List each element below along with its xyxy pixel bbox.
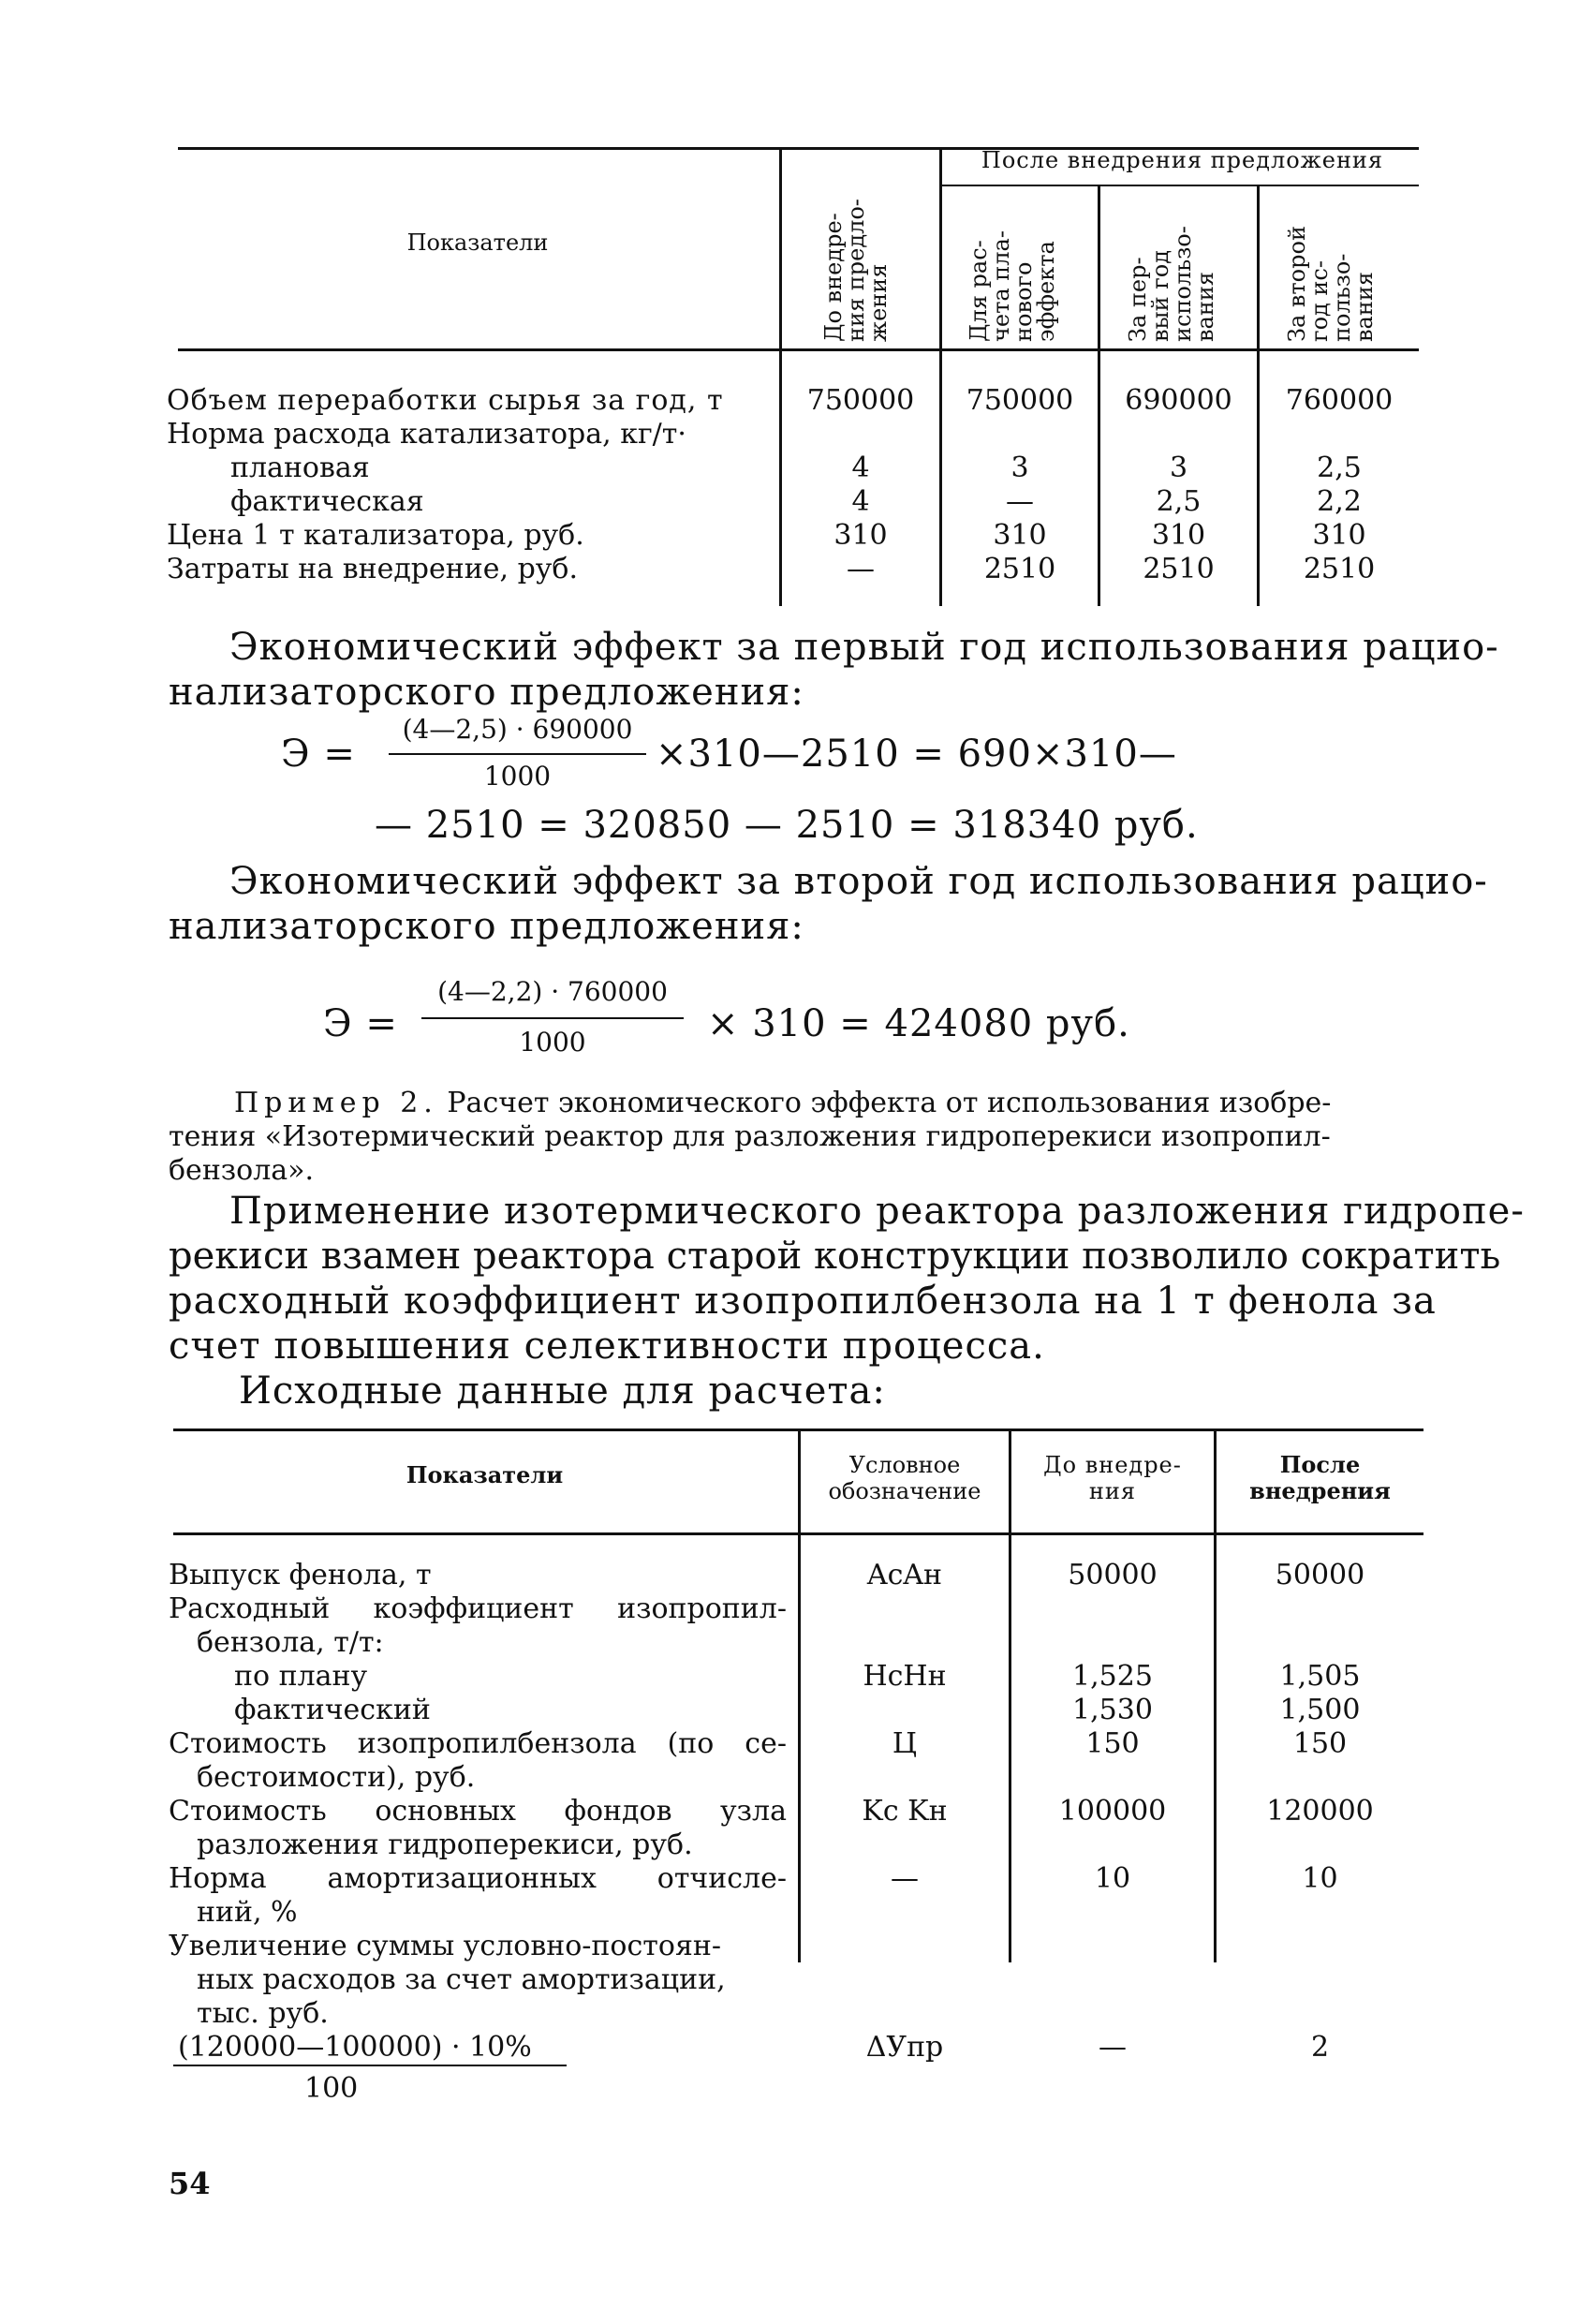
table2-row-label: бензола, т/т: xyxy=(197,1626,384,1659)
table1-row-label: Цена 1 т катализатора, руб. xyxy=(167,519,584,552)
table1-row-label: фактическая xyxy=(230,485,424,518)
table1-cell-year2: 2,5 xyxy=(1317,451,1362,484)
table2-cell-after: 150 xyxy=(1292,1727,1348,1760)
table1-cell-year1: 2510 xyxy=(1143,553,1215,585)
table2-row-label: Стоимость основных фондов узла xyxy=(169,1795,787,1828)
table2-row-label: бестоимости), руб. xyxy=(197,1761,476,1794)
table2-cell-before: 1,525 xyxy=(1072,1660,1153,1693)
table2-cell-after: 120000 xyxy=(1266,1795,1374,1828)
table2-row-label: тыс. руб. xyxy=(197,1997,329,2030)
paragraph-line: Экономический эффект за первый год использования рацио- xyxy=(229,626,1499,669)
table1-cell-planned: — xyxy=(1006,485,1034,518)
example-text: Расчет экономического эффекта от использования изобре- xyxy=(447,1087,1332,1119)
table2-header-indicators: Показатели xyxy=(406,1461,564,1488)
table2-header-after: После внедрения xyxy=(1249,1451,1391,1504)
table1-header-indicators: Показатели xyxy=(406,229,549,256)
formula2-numerator: (4—2,2) · 760000 xyxy=(437,976,668,1007)
paragraph-line: рекиси взамен реактора старой конструкции позволило сократить xyxy=(169,1235,1501,1278)
table1-header-after-group: После внедрения предложения xyxy=(981,147,1384,173)
table1-cell-planned: 750000 xyxy=(966,384,1074,417)
table1-cell-year2: 2,2 xyxy=(1317,485,1362,518)
example-label: Пример 2. xyxy=(234,1087,438,1119)
table2-cell-symbol: ΔУпр xyxy=(865,2031,944,2064)
formula1-lhs: Э = xyxy=(281,733,356,776)
table2-row-label: фактический xyxy=(234,1694,431,1726)
table2-cell-after: 2 xyxy=(1310,2031,1330,2064)
paragraph-line: нализаторского предложения: xyxy=(169,905,804,948)
table1-header-rule xyxy=(178,348,1419,351)
page-number: 54 xyxy=(169,2166,211,2201)
table1-header-planned: Для рас- чета пла- нового эффекта xyxy=(966,230,1059,342)
table1-cell-year2: 2510 xyxy=(1303,553,1376,585)
table2-cell-after: 1,505 xyxy=(1279,1660,1361,1693)
table2-cell-before: 1,530 xyxy=(1072,1694,1153,1726)
table2-row-label: по плану xyxy=(234,1660,368,1693)
paragraph-line: расходный коэффициент изопропилбензола на 1 т фенола за xyxy=(169,1280,1437,1323)
table2-cell-symbol: AсAн xyxy=(866,1559,943,1591)
table2-cell-after: 10 xyxy=(1302,1862,1338,1895)
formula1-fraction-bar xyxy=(389,753,646,755)
table2-header-symbol: Условное обозначение xyxy=(828,1452,981,1504)
table2-row-label: Норма амортизационных отчисле- xyxy=(169,1862,787,1895)
table2-cell-symbol: — xyxy=(891,1862,919,1895)
table2-cell-after: 50000 xyxy=(1275,1559,1365,1591)
example-line: тения «Изотермический реактор для разложения гидроперекиси изопропил- xyxy=(169,1120,1331,1153)
table2-header-before: До внедре- ния xyxy=(1043,1452,1182,1504)
table1-cell-year1: 3 xyxy=(1169,451,1188,484)
table1-cell-year1: 690000 xyxy=(1125,384,1232,417)
table2-row-label: ний, % xyxy=(197,1896,298,1929)
table1-row-label: плановая xyxy=(230,451,370,484)
formula1-line2: — 2510 = 320850 — 2510 = 318340 руб. xyxy=(375,804,1199,847)
formula2-fraction-bar xyxy=(421,1017,684,1019)
table1-header-year1: За пер- вый год использо- вания xyxy=(1125,226,1218,342)
table2-row-label: ных расходов за счет амортизации, xyxy=(197,1963,726,1996)
table1-after-group-rule xyxy=(939,185,1419,186)
paragraph-line: нализаторского предложения: xyxy=(169,671,804,714)
table2-cell-symbol: Kс Kн xyxy=(862,1795,948,1828)
table2-last-fraction-bar xyxy=(173,2065,567,2066)
table2-cell-before: 50000 xyxy=(1068,1559,1158,1591)
paragraph-line: Применение изотермического реактора разложения гидропе- xyxy=(229,1190,1525,1233)
formula2-rest: × 310 = 424080 руб. xyxy=(707,1002,1130,1045)
table1-cell-before: 310 xyxy=(833,519,888,552)
example-line xyxy=(234,1087,1331,1119)
table2-row-label: Расходный коэффициент изопропил- xyxy=(169,1592,787,1625)
table2-row-label: разложения гидроперекиси, руб. xyxy=(197,1828,693,1861)
formula1-numerator: (4—2,5) · 690000 xyxy=(402,714,633,745)
table1-header-before: До внедре- ния предло- жения xyxy=(820,199,892,342)
table1-cell-planned: 310 xyxy=(993,519,1047,552)
table2-cell-before: — xyxy=(1099,2031,1127,2064)
table1-header-year2: За второй год ис- пользо- вания xyxy=(1284,226,1378,342)
table2-row-label: Выпуск фенола, т xyxy=(169,1559,432,1591)
table1-cell-planned: 2510 xyxy=(983,553,1056,585)
table2-cell-symbol: Ц xyxy=(892,1727,918,1760)
table1-cell-before: 750000 xyxy=(806,384,915,417)
table2-cell-before: 10 xyxy=(1094,1862,1131,1895)
table1-row-label: Объем переработки сырья за год, т xyxy=(167,384,724,417)
paragraph-line: Исходные данные для расчета: xyxy=(239,1369,886,1413)
table1-cell-year1: 2,5 xyxy=(1156,485,1202,518)
table1-cell-year1: 310 xyxy=(1151,519,1206,552)
table1-cell-before: 4 xyxy=(851,451,870,484)
table2-cell-after: 1,500 xyxy=(1279,1694,1361,1726)
table1-cell-before: — xyxy=(847,553,875,585)
table2-cell-before: 100000 xyxy=(1058,1795,1167,1828)
example-line: бензола». xyxy=(169,1154,315,1187)
table2-last-denominator: 100 xyxy=(304,2072,359,2105)
formula2-denominator: 1000 xyxy=(519,1027,586,1058)
formula1-denominator: 1000 xyxy=(483,761,552,792)
table1-cell-planned: 3 xyxy=(1010,451,1029,484)
formula1-rest: ×310—2510 = 690×310— xyxy=(656,733,1177,776)
table2-cell-before: 150 xyxy=(1085,1727,1140,1760)
table1-row-label: Норма расхода катализатора, кг/т· xyxy=(167,418,686,451)
table1-row-label: Затраты на внедрение, руб. xyxy=(167,553,579,585)
paragraph-line: счет повышения селективности процесса. xyxy=(169,1325,1045,1368)
paragraph-line: Экономический эффект за второй год использования рацио- xyxy=(229,860,1488,903)
table2-last-numerator: (120000—100000) · 10% xyxy=(178,2031,532,2064)
table2-row-label: Стоимость изопропилбензола (по се- xyxy=(169,1727,787,1760)
table2-cell-symbol: HсHн xyxy=(863,1660,947,1693)
table1-cell-year2: 310 xyxy=(1312,519,1366,552)
formula2-lhs: Э = xyxy=(323,1002,398,1045)
table1-cell-year2: 760000 xyxy=(1285,384,1394,417)
table1-cell-before: 4 xyxy=(851,485,870,518)
table2-row-label: Увеличение суммы условно-постоян- xyxy=(169,1930,722,1962)
